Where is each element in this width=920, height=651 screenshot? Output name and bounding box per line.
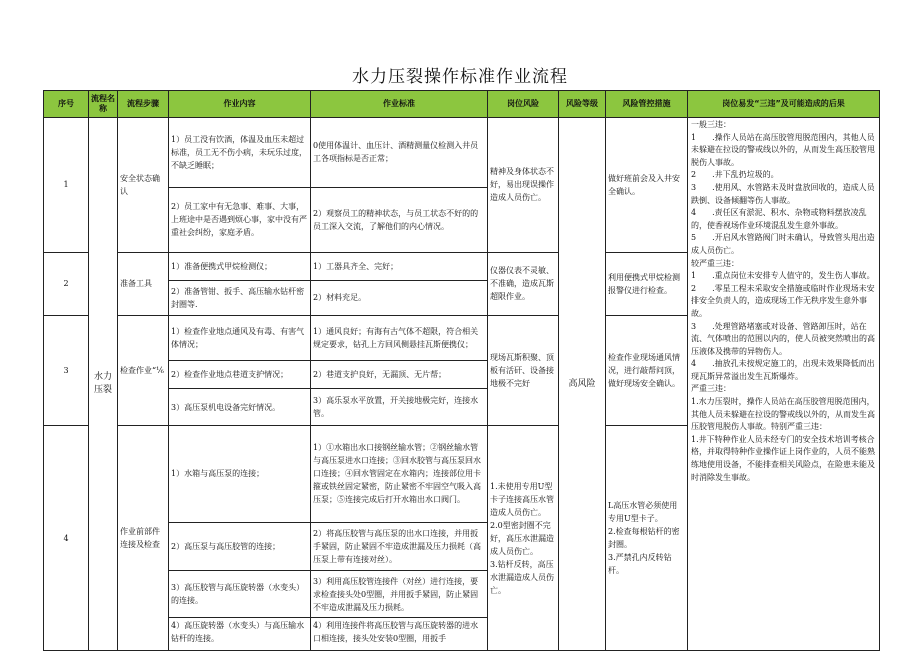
row-no: 3: [44, 315, 89, 425]
standard-cell: 2）巷道支护良好，无漏顶、无片帮；: [311, 360, 488, 388]
risk-line: 1.未使用专用U型卡子连接高压水管造成人员伤亡。 2.0型密封圈不完好，高压水泄漏造成人员伤亡。 3.钻杆反转，高压水泄漏造成人员伤亡。: [490, 481, 554, 595]
risk-level-cell: 高风险: [559, 118, 606, 651]
consequence-line: 1.水力压裂时，操作人员站在高压胶管甩脱范围内，其他人员未躲避在拉设的警戒线以外的，从而发生高压胶管甩脱伤人事故。特别严重三违：: [691, 397, 875, 432]
header-process-name: 流程名称: [89, 91, 118, 118]
row-no: 4: [44, 426, 89, 651]
consequence-line: 1.井下特种作业人员未经专门的安全技术培训考核合格，并取得特种作业操作证上岗作业的，人员不能熟练地使用设备，不能排查相关风险点，在险患未能及时消除发生事故。: [691, 434, 875, 482]
consequence-line: 较严重三违：: [691, 258, 739, 268]
consequence-line: 2 .零星工程未采取安全措施或临时作业现场未安排安全负责人的，造成现场工作无秩序发生意外事故。: [691, 283, 875, 318]
standard-cell: 1）通风良好；有海有古气体不超限，符合相关规定要求，钻孔上方回风侧悬挂瓦斯便携仪；: [311, 315, 488, 360]
standard-cell: 1）工器具齐全、完好；: [311, 252, 488, 280]
consequence-line: 1 .重点岗位未安排专人值守的，发生伤人事故。: [691, 271, 875, 281]
standard-cell: 0使用体温计、血压计、酒精测量仪检测入井员工各项指标是否正常；: [311, 118, 488, 188]
consequence-line: 4 .抽放孔未按规定施工的，出现未效果降低而出现瓦斯异常溢出发生瓦斯爆炸。: [691, 359, 875, 381]
header-control: 风险管控措施: [606, 91, 688, 118]
step-cell: 作业前部件连接及检查: [118, 426, 169, 651]
consequence-line: 严重三违：: [691, 384, 731, 394]
header-standard: 作业标准: [311, 91, 488, 118]
consequence-line: 5 .开启风水管路阀门时未确认，导致管头甩出造成人员伤亡。: [691, 233, 875, 255]
consequence-line: 一般三违：: [691, 120, 731, 129]
header-no: 序号: [44, 91, 89, 118]
header-consequences: 岗位易发“三违”及可能造成的后果: [688, 91, 880, 118]
consequences-cell: [688, 118, 880, 651]
sop-table: [43, 90, 880, 651]
standard-cell: 2）观察员工的精神状态，与员工状态不好的的员工深入交流，了解他们的内心情况。: [311, 187, 488, 252]
content-cell: 2）员工家中有无急事、难事、大事，上班途中是否遇到烦心事，家中没有严重社会纠纷，家庭矛盾。: [169, 187, 311, 252]
standard-cell: 3）利用高压胶管连接件（对丝）进行连接，要求检查接头处0型圈，并用扳手紧固，防止紧固不牢造成泄漏及压力损耗。: [311, 571, 488, 618]
control-cell: 检查作业现场通风情况，进行敲帮问顶，做好现场安全确认。: [606, 315, 688, 425]
header-process-step: 流程步骤: [118, 91, 169, 118]
header-risk-level: 风险等级: [559, 91, 606, 118]
header-content: 作业内容: [169, 91, 311, 118]
content-cell: 1）检查作业地点通风及有毒、有害气体情况；: [169, 315, 311, 360]
content-cell: 1）准备便携式甲烷检测仪；: [169, 252, 311, 280]
content-cell: 2）高压泵与高压胶管的连接；: [169, 522, 311, 570]
consequence-line: 3 .使用风、水管路未及时盘放回收的，造成人员跌倒、设备倾翻等伤人事故。: [691, 182, 875, 205]
content-cell: 4）高压旋转器（水变头）与高压输水钻杆的连接。: [169, 618, 311, 651]
risk-cell: [488, 426, 559, 651]
standard-cell: 2）将高压胶管与高压泵的出水口连接，并用扳手紧固，防止紧固不牢造成泄漏及压力损耗（高压泵上带有连接对丝）。: [311, 522, 488, 570]
control-line: L高压水管必须使用专用U型卡子。 2.检查每根钻杆的密封圈。 3.严禁孔内反转钻杆。: [608, 501, 680, 576]
row-no: 2: [44, 252, 89, 315]
control-cell: 做好班前会及入井安全确认。: [606, 118, 688, 253]
header-row: [44, 91, 880, 118]
consequence-line: 2 .井下乱扔垃圾的。: [691, 170, 779, 180]
content-cell: 2）准备管钳、扳手、高压输水钻杆密封圈等.: [169, 281, 311, 316]
step-cell: 准备工具: [118, 252, 169, 315]
content-cell: 3）高压胶管与高压旋转器（水变头）的连接。: [169, 571, 311, 618]
content-cell: 2）检查作业地点巷道支护情况；: [169, 360, 311, 388]
step-cell: 安全状态确认: [118, 118, 169, 253]
content-cell: 3）高压泵机电设备完好情况。: [169, 388, 311, 425]
consequence-line: 3 .处理管路堵塞或对设备、管路卸压时，站在流、气体喷出的范围以内的，使人员被突然喷出的高压液体及携带的异物伤人。: [691, 321, 875, 356]
risk-cell: 仪器仪表不灵敏、不准确，造成瓦斯超限作业。: [488, 252, 559, 315]
consequence-line: 1 .操作人员站在高压胶管甩脱范围内，其他人员未躲避在拉设的警戒线以外的，从而发生高压胶管甩脱伤人事故。: [691, 132, 875, 167]
standard-cell: 1）①水箱出水口接钢丝输水管；②钢丝输水管与高压泵进水口连接；③回水胶管与高压泵回水口连接；④回水管固定在水箱内；连接部位用卡箍或铁丝固定紧密，防止紧密不牢固空气吸入高压泵；⑤连接完成后打开水箱出水口阀门。: [311, 426, 488, 523]
consequence-line: 4 .责任区有淤泥、积水、杂物或物料摆放凌乱的，使香视场作业环境混乱发生意外事故。: [691, 208, 867, 230]
process-name-cell: 水力压裂: [89, 118, 118, 651]
header-risk: 岗位风险: [488, 91, 559, 118]
table-row: [44, 118, 880, 188]
control-cell: [606, 426, 688, 651]
risk-cell: 现场瓦斯积聚、顶板有活矸、设备接地极不完好: [488, 315, 559, 425]
step-cell: 检查作业“⅙: [118, 315, 169, 425]
document-title: 水力压裂操作标准作业流程: [352, 67, 568, 87]
risk-cell: 精神及身体状态不好，易出现误操作造成人员伤亡。: [488, 118, 559, 253]
content-cell: 1）水箱与高压泵的连接；: [169, 426, 311, 523]
standard-cell: 2）材料充足。: [311, 281, 488, 316]
standard-cell: 4）利用连接件将高压胶管与高压旋转器的进水口相连接，接头处安装0型圈，用扳手: [311, 618, 488, 651]
row-no: 1: [44, 118, 89, 253]
content-cell: 1）员工没有饮酒，体温及血压未超过标准，员工无不伤小病，未玩乐过度，不缺乏睡眠；: [169, 118, 311, 188]
control-cell: 利用便携式甲烷检测报警仪进行检查。: [606, 252, 688, 315]
standard-cell: 3）高乐泵水平放置，开关接地极完好，连接水管。: [311, 388, 488, 425]
